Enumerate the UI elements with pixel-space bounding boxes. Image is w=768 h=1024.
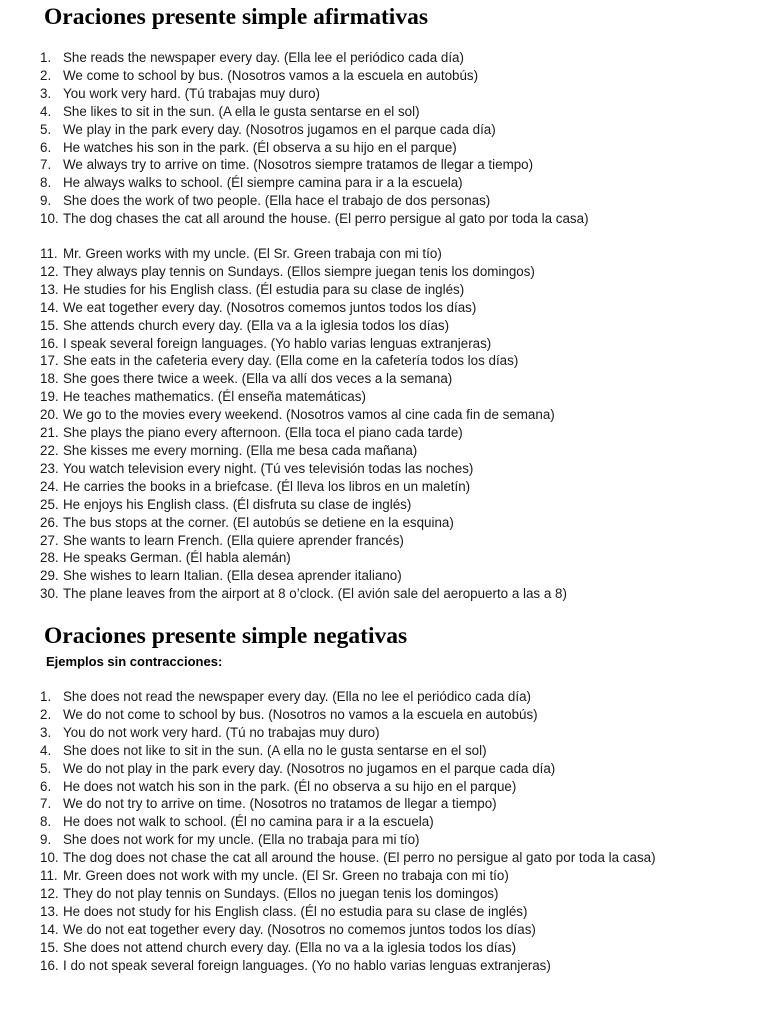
sentence-item (36, 549, 756, 567)
sentence-text: He studies for his English class. (Él estudia para su clase de inglés) (63, 281, 465, 297)
sentence-text: She plays the piano every afternoon. (Ella toca el piano cada tarde) (63, 425, 463, 441)
sentence-number: 12. (40, 263, 59, 279)
sentence-number: 22. (40, 442, 59, 458)
sentence-number: 27. (40, 532, 59, 548)
sentence-text: The plane leaves from the airport at 8 o’clock. (El avión sale del aeropuerto a las a 8) (63, 586, 567, 602)
sentence-number: 28. (40, 550, 59, 566)
sentence-number: 24. (40, 478, 59, 494)
sentence-text: We play in the park every day. (Nosotros jugamos en el parque cada día) (63, 121, 496, 137)
sentence-number: 8. (40, 814, 52, 830)
sentence-text: She likes to sit in the sun. (A ella le gusta sentarse en el sol) (63, 103, 420, 119)
sentence-text: They do not play tennis on Sundays. (Ellos no juegan tenis los domingos) (63, 885, 499, 901)
negative-sentence-list (36, 688, 726, 975)
sentence-item (36, 903, 726, 921)
sentence-number: 1. (40, 50, 52, 65)
sentence-text: He speaks German. (Él habla alemán) (63, 550, 291, 566)
sentence-text: She attends church every day. (Ella va a la iglesia todos los días) (63, 317, 450, 333)
sentence-text: We always try to arrive on time. (Nosotros siempre tratamos de llegar a tiempo) (63, 157, 534, 173)
sentence-text: We eat together every day. (Nosotros comemos juntos todos los días) (63, 299, 477, 315)
sentence-number: 4. (40, 103, 52, 119)
sentence-number: 15. (40, 939, 59, 955)
sentence-text: We come to school by bus. (Nosotros vamos a la escuela en autobús) (63, 67, 479, 83)
sentence-item (36, 688, 726, 706)
sentence-item (36, 210, 756, 228)
sentence-number: 18. (40, 371, 59, 387)
sentence-text: Mr. Green works with my uncle. (El Sr. Green trabaja con mi tío) (63, 246, 442, 261)
sentence-number: 3. (40, 85, 52, 101)
sentence-item (36, 760, 726, 778)
sentence-item (36, 921, 726, 939)
sentence-number: 10. (40, 850, 59, 866)
sentence-text: I do not speak several foreign languages. (Yo no hablo varias lenguas extranjeras) (63, 957, 551, 973)
sentence-text: We do not try to arrive on time. (Nosotros no tratamos de llegar a tiempo) (63, 796, 497, 812)
sentence-item (36, 299, 756, 317)
sentence-number: 20. (40, 407, 59, 423)
sentence-text: He enjoys his English class. (Él disfruta su clase de inglés) (63, 496, 412, 512)
sentence-item (36, 957, 726, 975)
sentence-item (36, 156, 756, 174)
sentence-text: She reads the newspaper every day. (Ella lee el periódico cada día) (63, 50, 464, 65)
sentence-text: She does not work for my uncle. (Ella no trabaja para mi tío) (63, 832, 420, 848)
sentence-item (36, 370, 756, 388)
sentence-number: 26. (40, 514, 59, 530)
sentence-item (36, 939, 726, 957)
sentence-number: 14. (40, 921, 59, 937)
sentence-text: Mr. Green does not work with my uncle. (El Sr. Green no trabaja con mi tío) (63, 868, 509, 884)
sentence-item (36, 424, 756, 442)
sentence-item (36, 245, 756, 263)
sentence-number: 19. (40, 389, 59, 405)
sentence-text: The dog chases the cat all around the house. (El perro persigue al gato por toda la casa) (63, 211, 589, 227)
sentence-text: She does the work of two people. (Ella hace el trabajo de dos personas) (63, 193, 491, 209)
sentence-number: 23. (40, 460, 59, 476)
sentence-text: I speak several foreign languages. (Yo hablo varias lenguas extranjeras) (63, 335, 492, 351)
sentence-text: She does not like to sit in the sun. (A ella no le gusta sentarse en el sol) (63, 742, 487, 758)
sentence-text: He does not study for his English class. (Él no estudia para su clase de inglés) (63, 903, 528, 919)
sentence-item (36, 885, 726, 903)
sentence-item (36, 496, 756, 514)
sentence-item (36, 514, 756, 532)
sentence-item (36, 442, 756, 460)
sentence-item (36, 139, 756, 157)
sentence-number: 14. (40, 299, 59, 315)
sentence-number: 9. (40, 193, 52, 209)
sentence-item (36, 778, 726, 796)
sentence-item (36, 813, 726, 831)
sentence-number: 11. (40, 868, 58, 884)
section-title-affirmative: Oraciones presente simple afirmativas (44, 4, 428, 30)
affirmative-sentence-list-1 (36, 49, 756, 228)
sentence-number: 17. (40, 353, 59, 369)
sentence-number: 21. (40, 425, 59, 441)
sentence-number: 4. (40, 742, 52, 758)
sentence-item (36, 174, 756, 192)
sentence-text: He does not watch his son in the park. (Él no observa a su hijo en el parque) (63, 778, 517, 794)
sentence-number: 7. (40, 796, 52, 812)
sentence-text: He teaches mathematics. (Él enseña matemáticas) (63, 389, 366, 405)
sentence-text: You watch television every night. (Tú ves televisión todas las noches) (63, 460, 474, 476)
sentence-number: 30. (40, 586, 59, 602)
sentence-item (36, 831, 726, 849)
sentence-item (36, 352, 756, 370)
sentence-number: 15. (40, 317, 59, 333)
sentence-text: She wishes to learn Italian. (Ella desea aprender italiano) (63, 568, 402, 584)
sentence-number: 16. (40, 335, 59, 351)
sentence-number: 29. (40, 568, 59, 584)
sentence-item (36, 724, 726, 742)
sentence-number: 8. (40, 175, 52, 191)
sentence-item (36, 192, 756, 210)
sentence-text: You work very hard. (Tú trabajas muy duro) (63, 85, 321, 101)
sentence-text: She goes there twice a week. (Ella va allí dos veces a la semana) (63, 371, 453, 387)
sentence-number: 7. (40, 157, 52, 173)
sentence-text: We go to the movies every weekend. (Nosotros vamos al cine cada fin de semana) (63, 407, 555, 423)
sentence-number: 25. (40, 496, 59, 512)
sentence-item (36, 478, 756, 496)
sentence-text: We do not eat together every day. (Nosotros no comemos juntos todos los días) (63, 921, 536, 937)
sentence-item (36, 742, 726, 760)
sentence-text: We do not come to school by bus. (Nosotros no vamos a la escuela en autobús) (63, 706, 538, 722)
sentence-text: She eats in the cafeteria every day. (Ella come en la cafetería todos los días) (63, 353, 519, 369)
sentence-text: He watches his son in the park. (Él observa a su hijo en el parque) (63, 139, 457, 155)
sentence-number: 6. (40, 778, 52, 794)
sentence-item (36, 406, 756, 424)
sentence-text: She wants to learn French. (Ella quiere aprender francés) (63, 532, 404, 548)
sentence-number: 10. (40, 211, 59, 227)
sentence-item (36, 121, 756, 139)
sentence-item (36, 49, 756, 67)
sentence-text: He does not walk to school. (Él no camina para ir a la escuela) (63, 814, 434, 830)
sentence-item (36, 867, 726, 885)
sentence-item (36, 263, 756, 281)
section-title-negative: Oraciones presente simple negativas (44, 623, 408, 649)
sentence-number: 12. (40, 885, 59, 901)
sentence-number: 2. (40, 67, 52, 83)
sentence-item (36, 532, 756, 550)
sentence-item (36, 567, 756, 585)
sentence-item (36, 706, 726, 724)
sentence-item (36, 335, 756, 353)
sentence-item (36, 460, 756, 478)
sentence-number: 3. (40, 724, 52, 740)
sentence-number: 6. (40, 139, 52, 155)
sentence-item (36, 849, 726, 867)
section-subtitle-negative: Ejemplos sin contracciones: (46, 654, 223, 669)
sentence-number: 16. (40, 957, 59, 973)
affirmative-sentence-list-2 (36, 245, 756, 603)
sentence-item (36, 585, 756, 603)
sentence-number: 5. (40, 760, 52, 776)
sentence-text: He carries the books in a briefcase. (Él lleva los libros en un maletín) (63, 478, 471, 494)
sentence-number: 2. (40, 706, 52, 722)
sentence-item (36, 103, 756, 121)
sentence-text: She does not attend church every day. (Ella no va a la iglesia todos los días) (63, 939, 517, 955)
sentence-text: She does not read the newspaper every day. (Ella no lee el periódico cada día) (63, 689, 531, 704)
sentence-item (36, 795, 726, 813)
sentence-text: The dog does not chase the cat all around the house. (El perro no persigue al gato por toda la casa) (63, 850, 656, 866)
sentence-text: The bus stops at the corner. (El autobús se detiene en la esquina) (63, 514, 454, 530)
sentence-item (36, 281, 756, 299)
sentence-item (36, 85, 756, 103)
sentence-number: 13. (40, 903, 59, 919)
sentence-item (36, 388, 756, 406)
sentence-text: We do not play in the park every day. (Nosotros no jugamos en el parque cada día) (63, 760, 556, 776)
sentence-number: 1. (40, 689, 52, 704)
sentence-number: 9. (40, 832, 52, 848)
sentence-text: He always walks to school. (Él siempre camina para ir a la escuela) (63, 175, 463, 191)
sentence-number: 5. (40, 121, 52, 137)
sentence-text: They always play tennis on Sundays. (Ellos siempre juegan tenis los domingos) (63, 263, 535, 279)
sentence-number: 13. (40, 281, 59, 297)
sentence-text: She kisses me every morning. (Ella me besa cada mañana) (63, 442, 418, 458)
sentence-number: 11. (40, 246, 58, 261)
sentence-text: You do not work very hard. (Tú no trabajas muy duro) (63, 724, 380, 740)
sentence-item (36, 317, 756, 335)
sentence-item (36, 67, 756, 85)
